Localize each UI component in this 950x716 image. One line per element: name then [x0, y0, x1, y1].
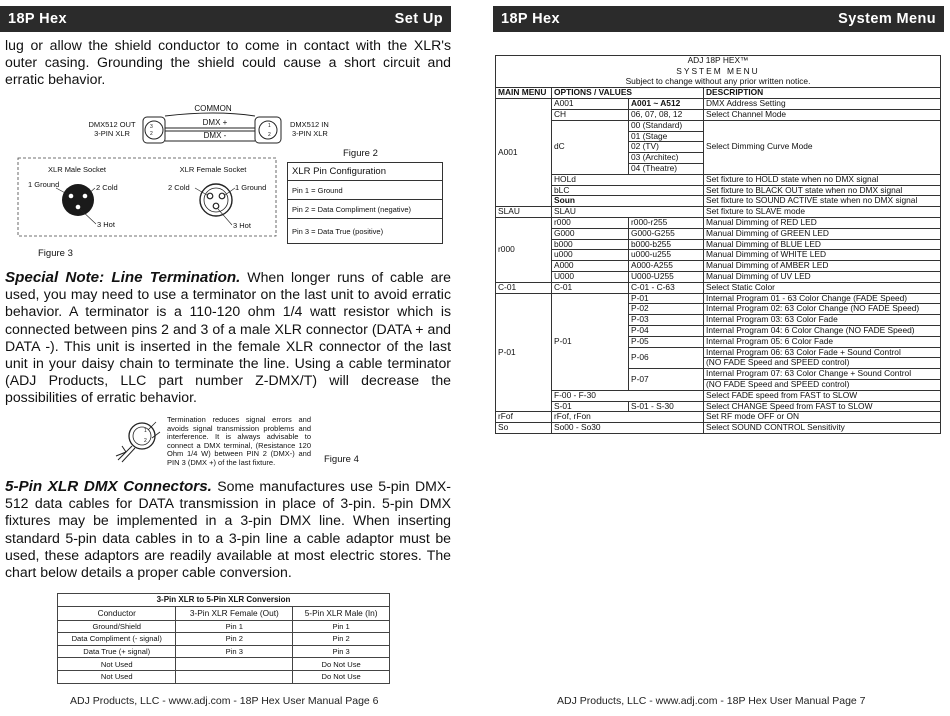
pin-config-row: Pin 1 = Ground: [288, 181, 442, 200]
description-cell: Set fixture to SLAVE mode: [704, 207, 941, 218]
value-cell: 02 (TV): [629, 142, 704, 153]
system-menu-row: [496, 412, 941, 423]
xlr-male-socket-icon: [62, 184, 94, 216]
option-cell: rFof, rFon: [552, 412, 704, 423]
system-menu-table: [495, 55, 941, 434]
pin-config-row: Pin 2 = Data Compliment (negative): [288, 200, 442, 219]
figure4-label: Figure 4: [324, 454, 359, 465]
value-cell: P-07: [629, 369, 704, 391]
left-header-section: Set Up: [394, 11, 443, 27]
system-menu-note: Subject to change without any prior written notice.: [496, 77, 941, 88]
description-cell: Select Channel Mode: [704, 109, 941, 120]
system-menu-row: [496, 390, 941, 401]
option-cell: S-01: [552, 401, 629, 412]
description-cell: Select FADE speed from FAST to SLOW: [704, 390, 941, 401]
system-menu-title: ADJ 18P HEX™: [496, 56, 941, 67]
main-menu-cell: So: [496, 423, 552, 434]
svg-text:1: 1: [268, 123, 271, 129]
description-cell: Internal Program 06: 63 Color Fade + Sound Control: [704, 347, 941, 358]
conversion-cell: Pin 2: [293, 633, 390, 646]
conversion-row: [58, 633, 390, 646]
option-cell: U000: [552, 271, 629, 282]
value-cell: P-03: [629, 315, 704, 326]
system-menu-header: DESCRIPTION: [704, 88, 941, 99]
conversion-cell: Not Used: [58, 670, 176, 683]
conversion-cell: Pin 1: [176, 620, 293, 633]
common-wire: [165, 113, 255, 116]
description-cell: Select Static Color: [704, 282, 941, 293]
value-cell: G000-G255: [629, 228, 704, 239]
terminator-plug-icon: [112, 416, 164, 464]
conversion-cell: Pin 1: [293, 620, 390, 633]
svg-text:2: 2: [144, 438, 147, 444]
description-cell: Manual Dimming of WHITE LED: [704, 250, 941, 261]
dmx-plus-label: DMX +: [202, 118, 228, 127]
system-menu-row: [496, 196, 941, 207]
option-cell: C-01: [552, 282, 629, 293]
conversion-cell: Pin 3: [176, 645, 293, 658]
value-cell: C-01 - C-63: [629, 282, 704, 293]
termination-text: When longer runs of cable are used, you may need to use a terminator on the last unit to avoid erratic behavior. A terminator is a 110-120 ohm 1/4 watt resistor which is connected between pins 2 and 3 of a male XLR connector (DATA + and DATA -). This unit is inserted in the female XLR connector of the last unit in your daisy chain to terminate the line. Using a cable terminator (ADJ Products, LLC part number Z-DMX/T) will decrease the possibilities of erratic behavior.: [5, 269, 451, 406]
female-socket-label: XLR Female Socket: [179, 165, 247, 174]
female-cold-label: 2 Cold: [168, 183, 190, 192]
option-cell: bLC: [552, 185, 704, 196]
right-page-header: [493, 6, 944, 32]
description-cell: Select SOUND CONTROL Sensitivity: [704, 423, 941, 434]
value-cell: A001 ~ A512: [629, 99, 704, 110]
value-cell: U000-U255: [629, 271, 704, 282]
conversion-table: [57, 593, 390, 684]
option-cell: u000: [552, 250, 629, 261]
system-menu-row: [496, 228, 941, 239]
conversion-row: [58, 670, 390, 683]
system-menu-row: [496, 271, 941, 282]
system-menu-row: [496, 239, 941, 250]
description-cell: Internal Program 07: 63 Color Change + Sound Control: [704, 369, 941, 380]
right-header-title: 18P Hex: [501, 11, 560, 27]
left-header-title: 18P Hex: [8, 11, 67, 27]
description-cell: Internal Program 02: 63 Color Change (NO FADE Speed): [704, 304, 941, 315]
dmx-in-label: DMX512 IN: [290, 120, 329, 129]
figure2-label: Figure 2: [343, 148, 378, 159]
system-menu-row: [496, 282, 941, 293]
value-cell: r000-r255: [629, 217, 704, 228]
system-menu-row: [496, 207, 941, 218]
description-cell: Manual Dimming of UV LED: [704, 271, 941, 282]
conversion-cell: Data Compliment (- signal): [58, 633, 176, 646]
pin-config-title: XLR Pin Configuration: [288, 163, 442, 181]
svg-text:1: 1: [144, 428, 147, 434]
description-cell: Set fixture to HOLD state when no DMX signal: [704, 174, 941, 185]
conversion-table-body: [58, 620, 390, 683]
description-cell: Internal Program 01 - 63 Color Change (FADE Speed): [704, 293, 941, 304]
conversion-cell: Data True (+ signal): [58, 645, 176, 658]
description-cell: Internal Program 03: 63 Color Fade: [704, 315, 941, 326]
male-socket-label: XLR Male Socket: [48, 165, 106, 174]
conversion-header: 5-Pin XLR Male (In): [293, 606, 390, 620]
main-menu-cell: C-01: [496, 282, 552, 293]
conversion-table-title: 3-Pin XLR to 5-Pin XLR Conversion: [58, 594, 390, 607]
system-menu-row: [496, 261, 941, 272]
male-ground-label: 1 Ground: [28, 180, 60, 189]
option-cell: So00 - So30: [552, 423, 704, 434]
description-cell: DMX Address Setting: [704, 99, 941, 110]
main-menu-cell: rFof: [496, 412, 552, 423]
description-cell: Set fixture to SOUND ACTIVE state when no DMX signal: [704, 196, 941, 207]
left-page-footer: ADJ Products, LLC - www.adj.com - 18P Hex User Manual Page 6: [70, 695, 379, 707]
system-menu-row: [496, 109, 941, 120]
description-cell: Select CHANGE Speed from FAST to SLOW: [704, 401, 941, 412]
termination-heading: Special Note: Line Termination.: [5, 269, 241, 286]
system-menu-row: [496, 293, 941, 304]
dmx-in-xlr-label: 3-PIN XLR: [292, 129, 328, 138]
main-menu-cell: A001: [496, 99, 552, 207]
dmx-out-label: DMX512 OUT: [88, 120, 136, 129]
right-page-footer: ADJ Products, LLC - www.adj.com - 18P Hex User Manual Page 7: [557, 695, 866, 707]
value-cell: P-05: [629, 336, 704, 347]
figure4-caption: Termination reduces signal errors and avoids signal transmission problems and interference. It is always advisable to connect a DMX terminal, (Resistance 120 Ohm 1/4 W) between PIN 2 (DMX-) and PIN 3 (DMX +) of the last fixture.: [167, 415, 311, 467]
conversion-cell: Ground/Shield: [58, 620, 176, 633]
male-cold-label: 2 Cold: [96, 183, 118, 192]
value-cell: P-01: [629, 293, 704, 304]
female-ground-label: 1 Ground: [235, 183, 267, 192]
option-cell: F-00 - F-30: [552, 390, 704, 401]
pin-config-row: Pin 3 = Data True (positive): [292, 226, 384, 236]
value-cell: P-02: [629, 304, 704, 315]
option-cell: SLAU: [552, 207, 704, 218]
option-cell: Soun: [552, 196, 704, 207]
value-cell: P-04: [629, 325, 704, 336]
conversion-cell: Do Not Use: [293, 658, 390, 671]
conversion-header: Conductor: [58, 606, 176, 620]
intro-paragraph: lug or allow the shield conductor to come in contact with the XLR's outer casing. Grounding the shield could cause a short circuit and erratic behavior.: [5, 37, 451, 88]
description-cell: Manual Dimming of AMBER LED: [704, 261, 941, 272]
dmx-out-xlr-label: 3-PIN XLR: [94, 129, 130, 138]
male-hot-label: 3 Hot: [97, 220, 115, 229]
conversion-cell: Pin 2: [176, 633, 293, 646]
dmx-minus-label: DMX -: [203, 131, 227, 140]
system-menu-row: [496, 423, 941, 434]
option-cell: dC: [552, 120, 629, 174]
pin-config-table: [287, 162, 443, 244]
value-cell: A000-A255: [629, 261, 704, 272]
value-cell: S-01 - S-30: [629, 401, 704, 412]
main-menu-cell: r000: [496, 217, 552, 282]
xlr-female-socket-icon: [200, 184, 232, 216]
conversion-row: [58, 645, 390, 658]
value-cell: b000-b255: [629, 239, 704, 250]
termination-paragraph: [5, 269, 451, 407]
conversion-header: 3-Pin XLR Female (Out): [176, 606, 293, 620]
system-menu-subtitle: SYSTEM MENU: [496, 66, 941, 77]
system-menu-row: [496, 185, 941, 196]
five-pin-paragraph: [5, 478, 451, 581]
svg-text:2: 2: [268, 132, 271, 138]
option-cell: r000: [552, 217, 629, 228]
option-cell: CH: [552, 109, 629, 120]
system-menu-row: [496, 401, 941, 412]
right-header-section: System Menu: [838, 11, 936, 27]
description-cell: Set fixture to BLACK OUT state when no DMX signal: [704, 185, 941, 196]
system-menu-body: [496, 56, 941, 434]
option-cell: A001: [552, 99, 629, 110]
description-cell: Manual Dimming of BLUE LED: [704, 239, 941, 250]
description-cell: Internal Program 04: 6 Color Change (NO FADE Speed): [704, 325, 941, 336]
system-menu-row: [496, 174, 941, 185]
conversion-row: [58, 620, 390, 633]
five-pin-heading: 5-Pin XLR DMX Connectors.: [5, 478, 212, 495]
description-cell: Select Dimming Curve Mode: [704, 120, 941, 174]
xlr-out-connector-icon: [143, 117, 165, 143]
system-menu-row: [496, 250, 941, 261]
option-cell: HOLd: [552, 174, 704, 185]
left-page-header: [0, 6, 451, 32]
description-cell: Set RF mode OFF or ON: [704, 412, 941, 423]
description-cell: Manual Dimming of GREEN LED: [704, 228, 941, 239]
value-cell: P-06: [629, 347, 704, 369]
common-label: COMMON: [194, 104, 232, 113]
description-cell: Manual Dimming of RED LED: [704, 217, 941, 228]
option-cell: P-01: [552, 293, 629, 390]
figure3-label: Figure 3: [38, 248, 73, 259]
option-cell: A000: [552, 261, 629, 272]
value-cell: 04 (Theatre): [629, 163, 704, 174]
conversion-cell: Pin 3: [293, 645, 390, 658]
conversion-row: [58, 658, 390, 671]
description-cell: (NO FADE Speed and SPEED control): [704, 358, 941, 369]
value-cell: 03 (Architec): [629, 153, 704, 164]
value-cell: 06, 07, 08, 12: [629, 109, 704, 120]
female-hot-label: 3 Hot: [233, 221, 251, 230]
value-cell: 00 (Standard): [629, 120, 704, 131]
system-menu-row: [496, 99, 941, 110]
system-menu-header: OPTIONS / VALUES: [552, 88, 704, 99]
svg-text:2: 2: [150, 131, 153, 137]
option-cell: G000: [552, 228, 629, 239]
xlr-in-connector-icon: [255, 117, 281, 143]
value-cell: 01 (Stage: [629, 131, 704, 142]
system-menu-header: MAIN MENU: [496, 88, 552, 99]
value-cell: u000-u255: [629, 250, 704, 261]
conversion-cell: [176, 658, 293, 671]
main-menu-cell: P-01: [496, 293, 552, 412]
system-menu-row: [496, 120, 941, 131]
description-cell: (NO FADE Speed and SPEED control): [704, 379, 941, 390]
svg-text:3: 3: [150, 124, 153, 130]
conversion-cell: Not Used: [58, 658, 176, 671]
main-menu-cell: SLAU: [496, 207, 552, 218]
five-pin-text: Some manufactures use 5-pin DMX-512 data cables for DATA transmission in place of 3-pin. 5-pin DMX fixtures may be implemented in a 3-pin DMX line. When inserting standard 5-pin data cables in to a 3-pin line a cable adaptor must be used, these adaptors are readily available at most electric stores. The chart below details a proper cable conversion.: [5, 478, 451, 581]
option-cell: b000: [552, 239, 629, 250]
description-cell: Internal Program 05: 6 Color Fade: [704, 336, 941, 347]
system-menu-row: [496, 217, 941, 228]
conversion-cell: Do Not Use: [293, 670, 390, 683]
conversion-cell: [176, 670, 293, 683]
